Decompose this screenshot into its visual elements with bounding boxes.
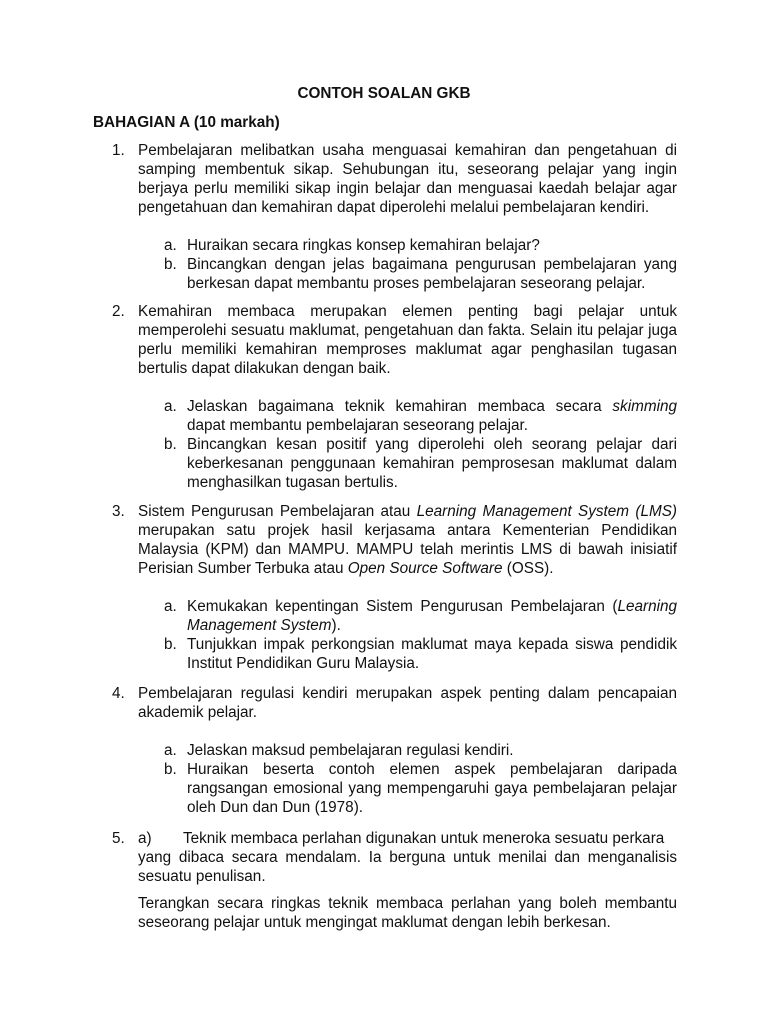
- sub-question: a. Huraikan secara ringkas konsep kemahiran belajar?: [164, 237, 540, 254]
- question-4: [112, 684, 677, 817]
- question-text: Pembelajaran melibatkan usaha menguasai kemahiran dan pengetahuan di samping membentuk sikap. Sehubungan itu, seseorang pelajar yang ingin berjaya perlu memiliki sikap ingin belajar dan menguasai kaedah belajar agar pengetahuan dan kemahiran dapat diperolehi melalui pembelajaran kendiri.: [138, 142, 677, 216]
- sub-question: a. Kemukakan kepentingan Sistem Pengurusan Pembelajaran (Learning Management System).: [164, 598, 677, 634]
- sub-question-text: Bincangkan dengan jelas bagaimana pengurusan pembelajaran yang berkesan dapat membantu proses pembelajaran seseorang pelajar.: [187, 256, 677, 292]
- part-text-rest: yang dibaca secara mendalam. Ia berguna untuk menilai dan menganalisis sesuatu penulisan.: [138, 849, 677, 885]
- question-number: 1.: [112, 142, 125, 159]
- part-label: a): [138, 830, 152, 847]
- section-heading: BAHAGIAN A (10 markah): [93, 114, 280, 131]
- sub-question-text: Jelaskan maksud pembelajaran regulasi kendiri.: [187, 742, 514, 759]
- page-title: CONTOH SOALAN GKB: [297, 85, 471, 102]
- sub-question-text-end: dapat membantu pembelajaran seseorang pelajar.: [187, 417, 529, 434]
- question-2: [112, 302, 677, 492]
- sub-question: b. Huraikan beserta contoh elemen aspek pembelajaran daripada rangsangan emosional yang mempengaruhi gaya pembelajaran pelajar oleh Dun dan Dun (1978).: [164, 761, 677, 816]
- question-part-a: [138, 829, 677, 848]
- sub-question: b. Tunjukkan impak perkongsian maklumat maya kepada siswa pendidik Institut Pendidikan Guru Malaysia.: [164, 636, 677, 672]
- question-italic-lms: Learning Management System (LMS): [416, 503, 677, 520]
- sub-question: a. Jelaskan bagaimana teknik kemahiran membaca secara skimming dapat membantu pembelajaran seseorang pelajar.: [164, 398, 677, 434]
- sub-question-text: Tunjukkan impak perkongsian maklumat maya kepada siswa pendidik Institut Pendidikan Guru Malaysia.: [187, 636, 677, 672]
- part-text-first-line: Teknik membaca perlahan digunakan untuk meneroka sesuatu perkara: [183, 830, 665, 847]
- sub-question-text: Bincangkan kesan positif yang diperolehi oleh seorang pelajar dari keberkesanan penggunaan kemahiran pemprosesan maklumat dalam menghasilkan tugasan bertulis.: [187, 436, 677, 491]
- question-instruction: Terangkan secara ringkas teknik membaca perlahan yang boleh membantu seseorang pelajar untuk mengingat maklumat dengan lebih berkesan.: [138, 895, 677, 931]
- question-text: Kemahiran membaca merupakan elemen penting bagi pelajar untuk memperolehi sesuatu maklumat, pengetahuan dan fakta. Selain itu pelajar juga perlu memiliki kemahiran memproses maklumat agar penghasilan tugasan bertulis dapat dilakukan dengan baik.: [138, 303, 677, 377]
- sub-question: a. Jelaskan maksud pembelajaran regulasi kendiri.: [164, 742, 514, 759]
- question-3: [112, 502, 677, 673]
- question-number: 2.: [112, 303, 125, 320]
- sub-question-italic: skimming: [612, 398, 677, 415]
- sub-question-text-start: Jelaskan bagaimana teknik kemahiran membaca secara: [187, 398, 613, 415]
- sub-question: b. Bincangkan kesan positif yang diperolehi oleh seorang pelajar dari keberkesanan penggunaan kemahiran pemprosesan maklumat dalam menghasilkan tugasan bertulis.: [164, 436, 677, 491]
- question-1: [112, 141, 677, 293]
- question-number: 3.: [112, 503, 125, 520]
- question-number: 4.: [112, 685, 125, 702]
- question-italic-oss: Open Source Software: [347, 560, 503, 577]
- sub-question-text: Huraikan beserta contoh elemen aspek pembelajaran daripada rangsangan emosional yang mempengaruhi gaya pembelajaran pelajar oleh Dun dan Dun (1978).: [187, 761, 677, 816]
- question-text: Pembelajaran regulasi kendiri merupakan aspek penting dalam pencapaian akademik pelajar.: [138, 685, 677, 721]
- question-5: [112, 829, 677, 932]
- sub-question-text: Huraikan secara ringkas konsep kemahiran belajar?: [187, 237, 540, 254]
- question-text: Sistem Pengurusan Pembelajaran atau Learning Management System (LMS) merupakan satu projek hasil kerjasama antara Kementerian Pendidikan Malaysia (KPM) dan MAMPU. MAMPU telah merintis LMS di bawah inisiatif Perisian Sumber Terbuka atau Open Source Software (OSS).: [138, 503, 677, 577]
- sub-question-italic: Learning Management System: [187, 598, 677, 634]
- sub-question: b. Bincangkan dengan jelas bagaimana pengurusan pembelajaran yang berkesan dapat membantu proses pembelajaran seseorang pelajar.: [164, 256, 677, 292]
- question-number: 5.: [112, 830, 125, 847]
